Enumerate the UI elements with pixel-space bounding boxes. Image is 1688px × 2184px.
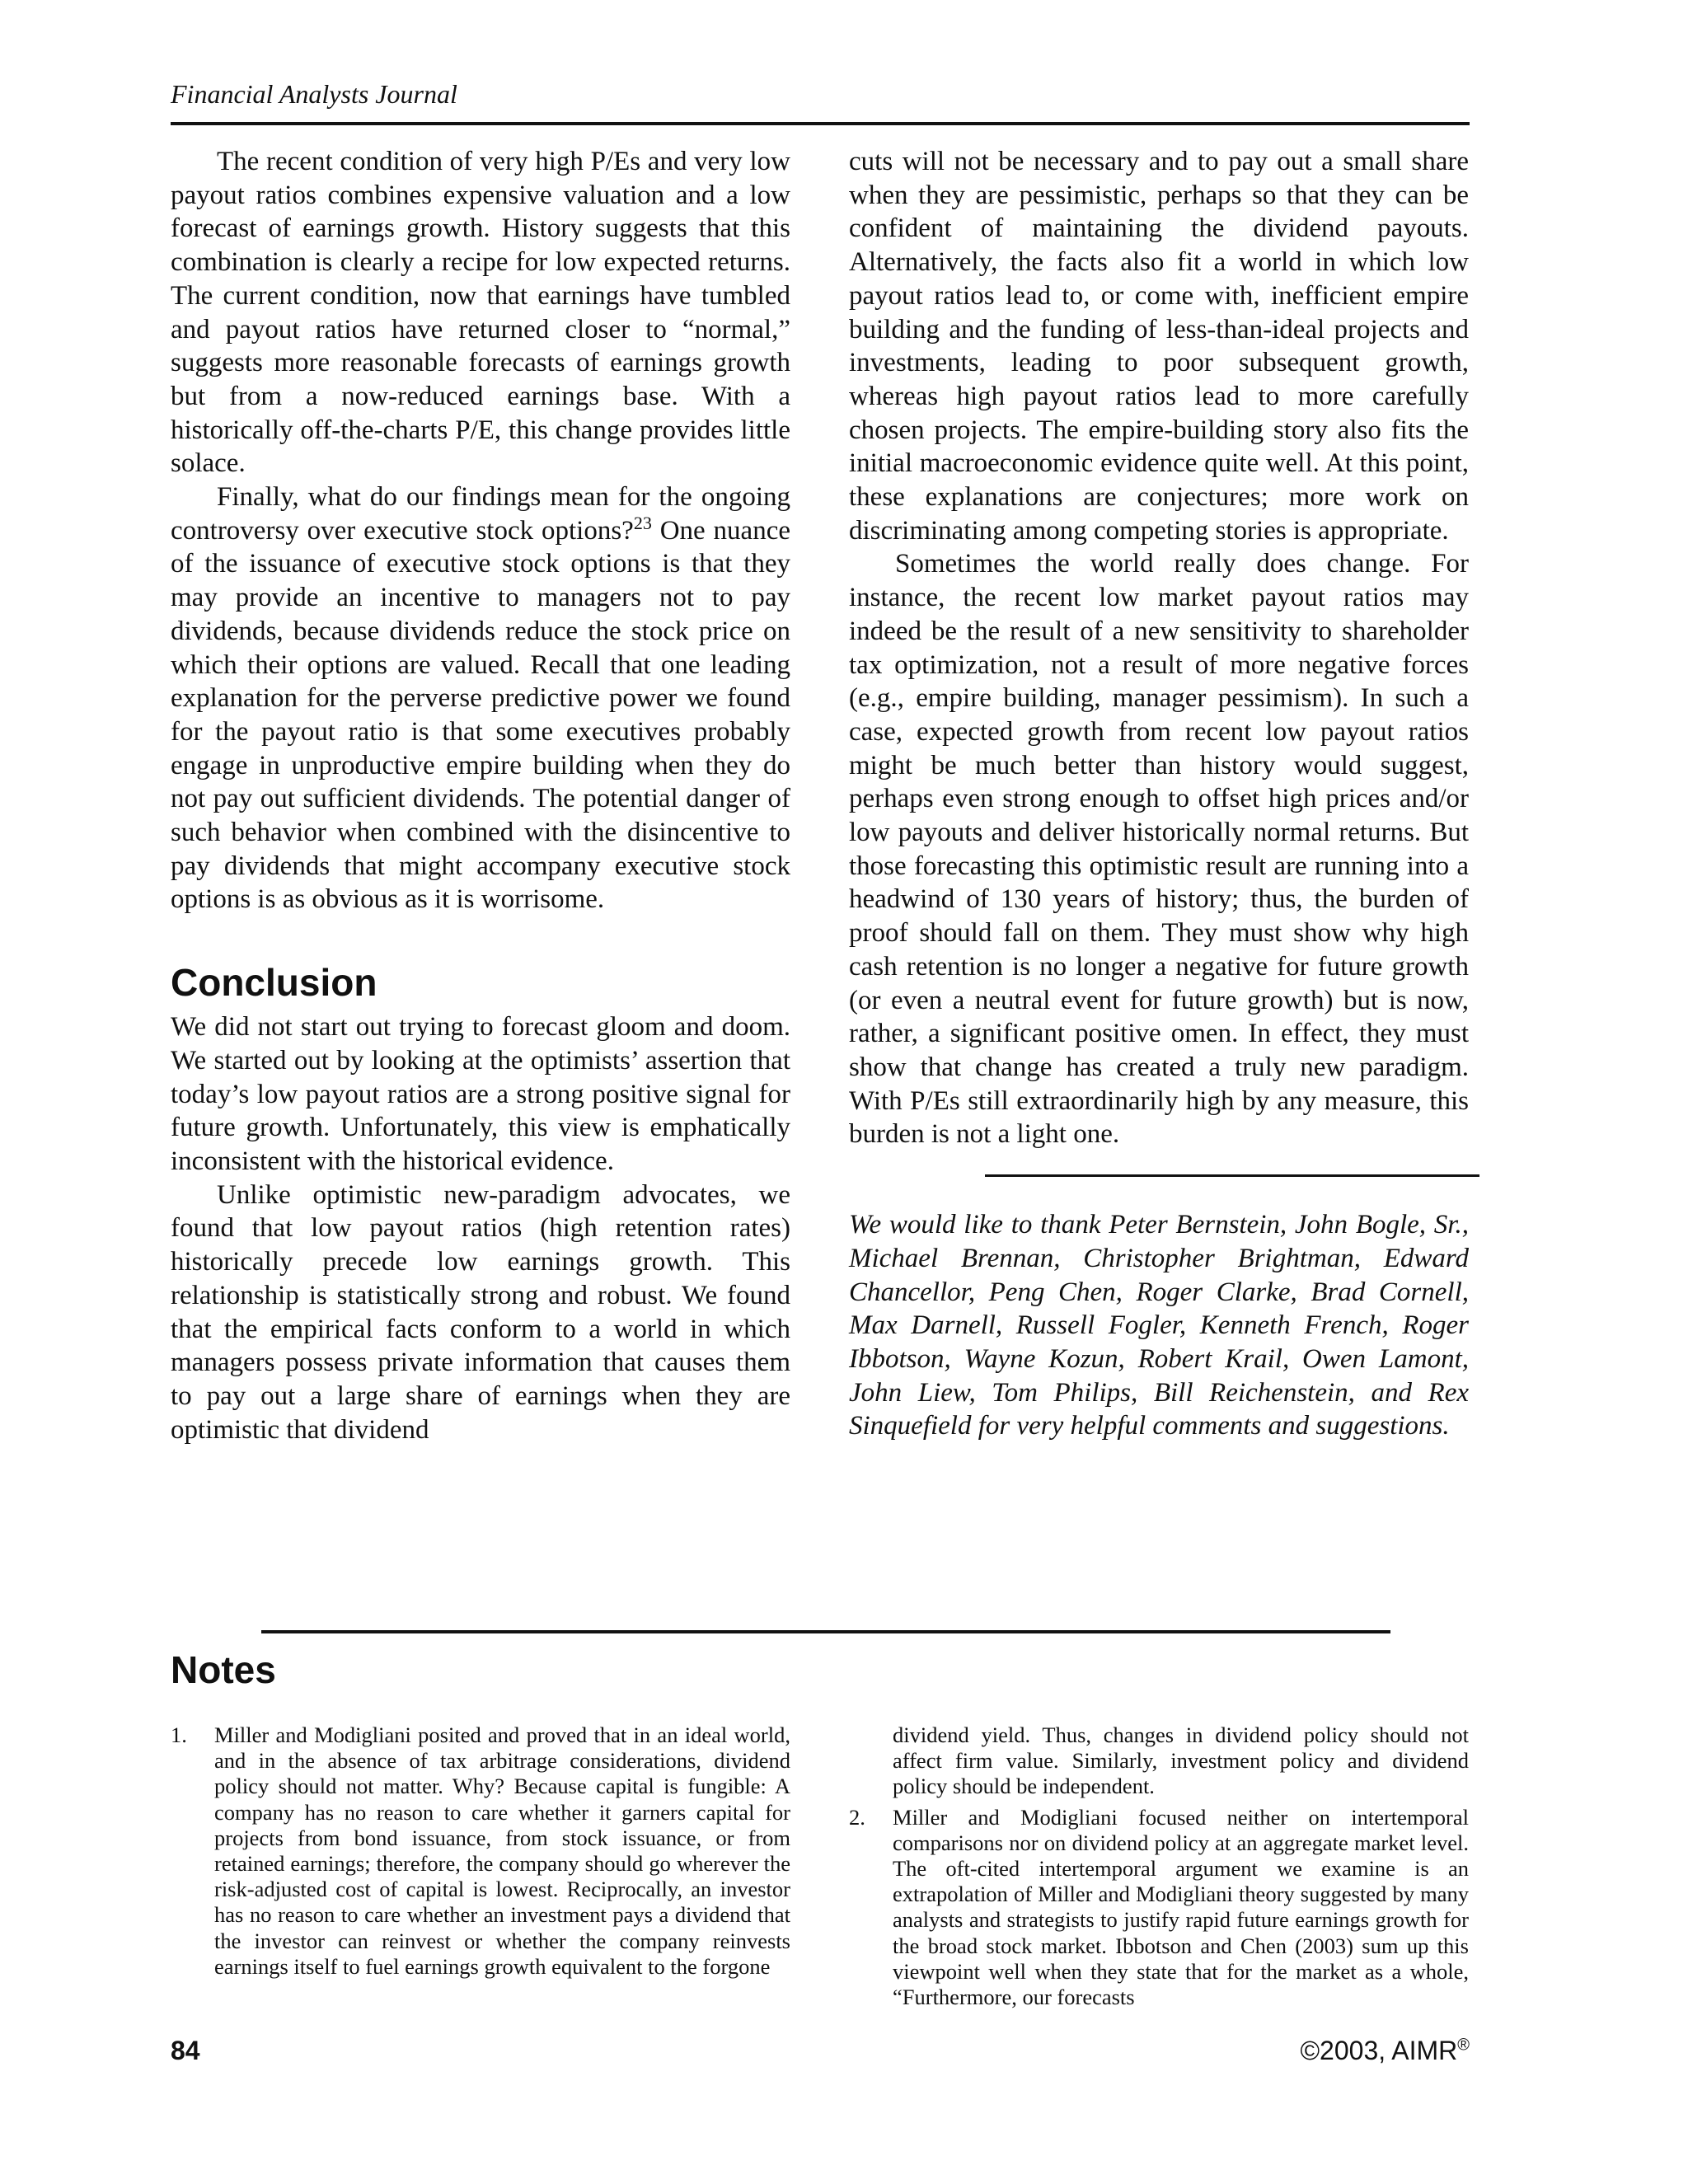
body-paragraph: Unlike optimistic new-paradigm advocates, we found that low payout ratios (high retention rates) historically precede low earnings growth. This relationship is statistically strong and robust. We found that the empirical facts conform to a world in which managers possess private information that causes them to pay out a large share of earnings when they are optimistic that dividend — [171, 1179, 790, 1445]
note-number: 1. — [171, 1722, 187, 1747]
copyright-notice — [1300, 2034, 1470, 2067]
footnote-reference: 23 — [633, 512, 652, 533]
section-heading-conclusion: Conclusion — [171, 961, 377, 1005]
notes-right-column — [849, 1722, 1469, 2015]
body-paragraph — [171, 480, 790, 916]
note-item — [849, 1805, 1469, 2011]
body-paragraph: Sometimes the world really does change. For instance, the recent low market payout ratios may indeed be the result of a new sensitivity to shareholder tax optimization, not a result of more negative forces (e.g., empire building, manager pessimism). In such a case, expected growth from recent low payout ratios might be much better than history would suggest, perhaps even strong enough to offset high prices and/or low payouts and deliver historically normal returns. But those forecasting this optimistic result are running into a headwind of 130 years of history; thus, the burden of proof should fall on them. They must show why high cash retention is no longer a negative for future growth (or even a neutral event for future growth) but is now, rather, a significant positive omen. In effect, they must show that change has created a truly new paradigm. With P/Es still extraordinarily high by any measure, this burden is not a light one. — [849, 549, 1469, 1150]
note-continuation: dividend yield. Thus, changes in dividend policy should not affect firm value. Similarly, investment policy and dividend policy should be independent. — [893, 1722, 1469, 1799]
header-rule — [171, 122, 1470, 125]
registered-mark: ® — [1457, 2036, 1470, 2055]
notes-left-column — [171, 1722, 790, 1985]
left-text-column — [171, 145, 790, 1446]
notes-divider — [261, 1630, 1390, 1633]
acknowledgment: We would like to thank Peter Bernstein, John Bogle, Sr., Michael Brennan, Christopher Brightman, Edward Chancellor, Peng Chen, Roger Clarke, Brad Cornell, Max Darnell, Russell Fogler, Kenneth French, Roger Ibbotson, Wayne Kozun, Robert Krail, Owen Lamont, John Liew, Tom Philips, Bill Reichenstein, and Rex Sinquefield for very helpful comments and suggestions. — [849, 1210, 1469, 1441]
body-paragraph: cuts will not be necessary and to pay out a small share when they are pessimistic, perhaps so that they can be confident of maintaining the dividend payouts. Alternatively, the facts also fit a world in which low payout ratios lead to, or come with, inefficient empire building and the funding of less-than-ideal projects and investments, leading to poor subsequent growth, whereas high payout ratios lead to more carefully chosen projects. The empire-building story also fits the initial macroeconomic evidence quite well. At this point, these explanations are conjectures; more work on discriminating among competing stories is appropriate. — [849, 147, 1469, 546]
body-paragraph: We did not start out trying to forecast gloom and doom. We started out by looking at the optimists’ assertion that today’s low payout ratios are a strong positive signal for future growth. Unfortunately, this view is emphatically inconsistent with the historical evidence. — [171, 1012, 790, 1176]
body-paragraph: The recent condition of very high P/Es and very low payout ratios combines expensive valuation and a low forecast of earnings growth. History suggests that this combination is clearly a recipe for low expected returns. The current condition, now that earnings have tumbled and payout ratios have returned closer to “normal,” suggests more reasonable forecasts of earnings growth but from a now-reduced earnings base. With a historically off-the-charts P/E, this change provides little solace. — [171, 147, 790, 479]
note-text: Miller and Modigliani posited and proved that in an ideal world, and in the absence of tax arbitrage considerations, dividend policy should not matter. Why? Because capital is fungible: A company has no reason to care whether it garners capital for projects from bond issuance, from stock issuance, or from retained earnings; therefore, the company should go wherever the risk-adjusted cost of capital is lowest. Reciprocally, an investor has no reason to care whether an investment pays a dividend that the investor can reinvest or whether the company reinvests earnings itself to fuel earnings growth equivalent to the forgone — [214, 1722, 790, 1979]
paragraph-text: One nuance of the issuance of executive stock options is that they may provide an incentive to managers not to pay dividends, because dividends reduce the stock price on which their options are valued. Recall that one leading explanation for the perverse predictive power we found for the payout ratio is that some executives probably engage in unproductive empire building when they do not pay out sufficient dividends. The potential danger of such behavior when combined with the disincentive to pay dividends that might accompany executive stock options is as obvious as it is worrisome. — [171, 515, 790, 915]
note-item — [171, 1722, 790, 1980]
right-text-column — [849, 145, 1469, 1443]
paragraph-text: Finally, what do our findings mean for the ongoing controversy over executive stock options? — [171, 482, 790, 546]
acknowledgment-rule — [985, 1174, 1479, 1177]
note-number: 2. — [849, 1804, 865, 1830]
notes-heading: Notes — [171, 1648, 276, 1691]
page-number: 84 — [171, 2036, 200, 2065]
journal-title: Financial Analysts Journal — [171, 79, 457, 109]
note-text: Miller and Modigliani focused neither on intertemporal comparisons nor on dividend policy at an aggregate market level. The oft-cited intertemporal argument we examine is an extrapolation of Miller and Modigliani theory suggested by many analysts and strategists to justify rapid future earnings growth for the broad stock market. Ibbotson and Chen (2003) sum up this viewpoint well when they state that for the market as a whole, “Furthermore, our forecasts — [893, 1804, 1469, 2010]
copyright-text: ©2003, AIMR — [1300, 2036, 1458, 2065]
